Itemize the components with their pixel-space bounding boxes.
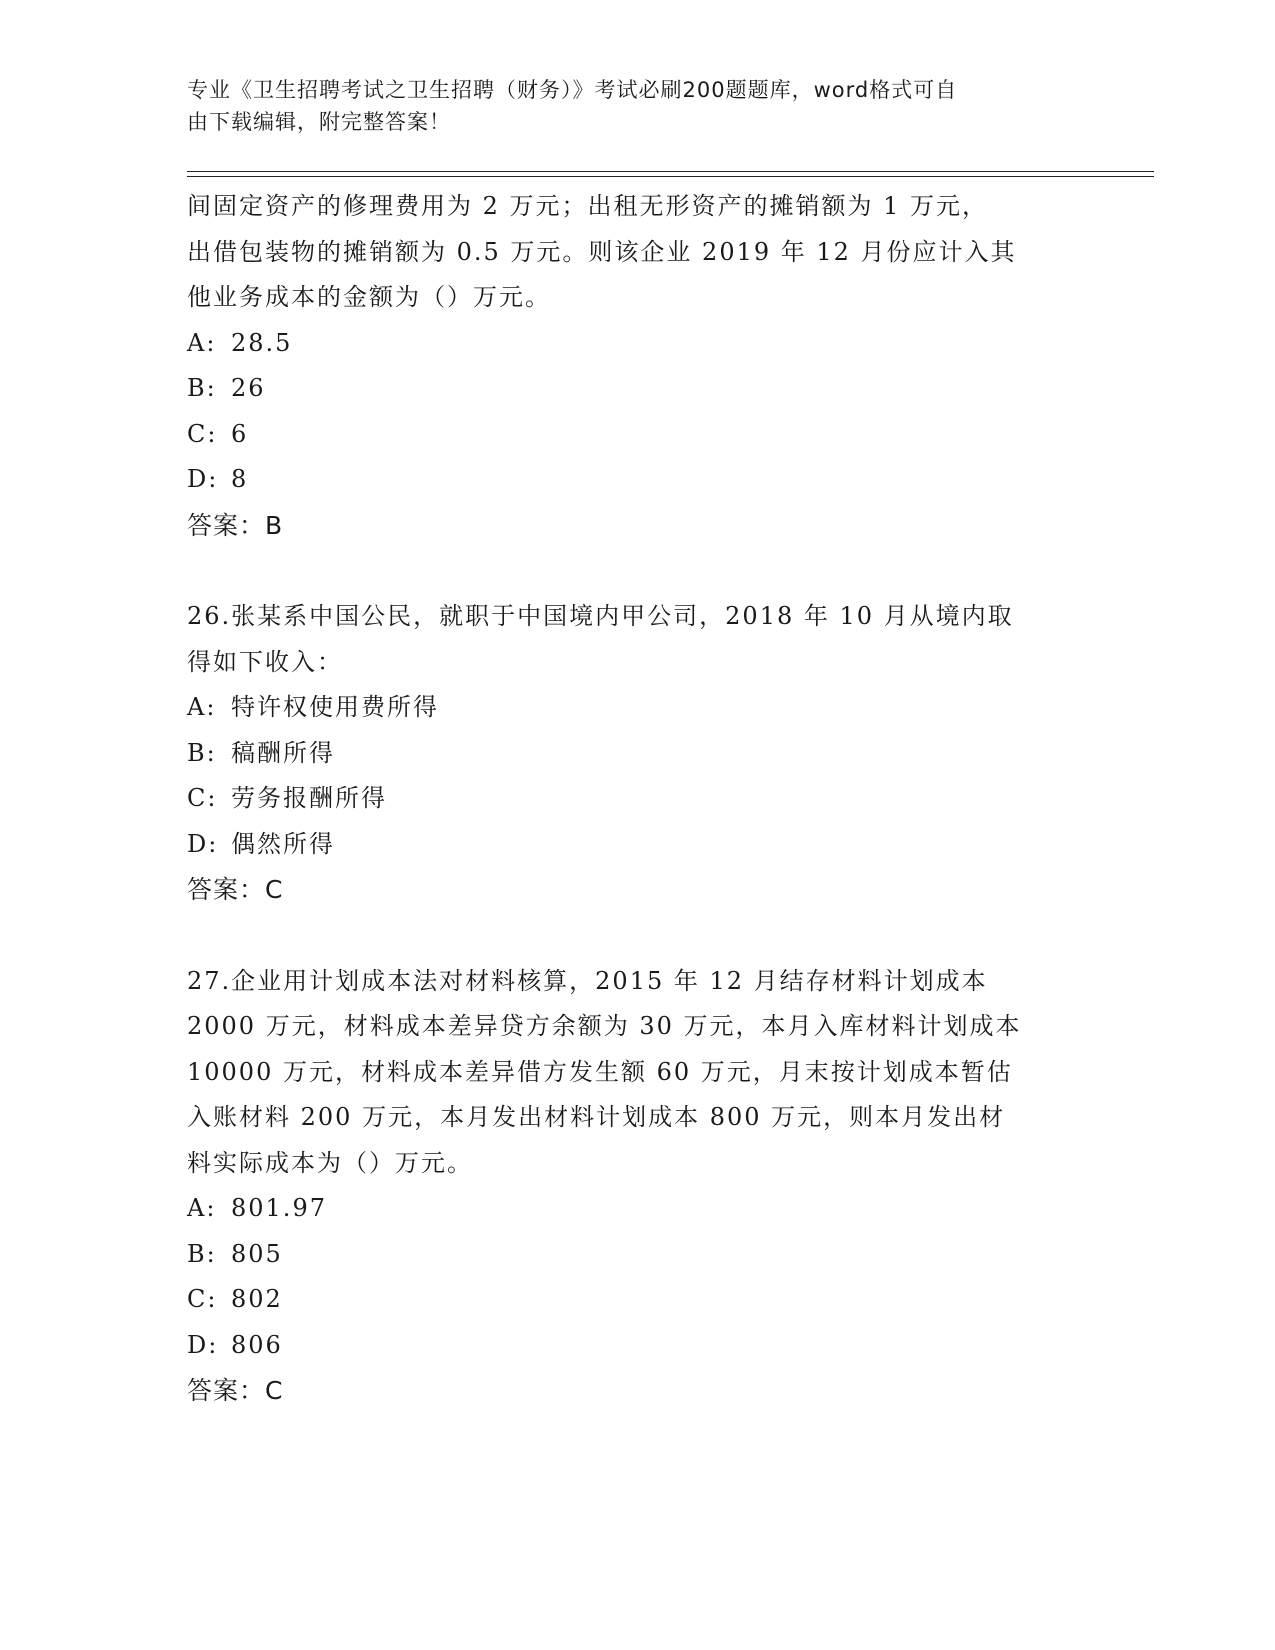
question-stem-line: 他业务成本的金额为（）万元。 xyxy=(187,283,551,311)
header-title-line-1: 专业《卫生招聘考试之卫生招聘（财务）》考试必刷200题题库，word格式可自 xyxy=(187,78,958,102)
header-title-line-2: 由下载编辑，附完整答案！ xyxy=(187,110,451,134)
option-text: 28.5 xyxy=(231,328,293,357)
option-text: 特许权使用费所得 xyxy=(231,693,439,721)
option-c xyxy=(187,1277,1087,1323)
option-text: 806 xyxy=(231,1330,283,1359)
option-letter: B: xyxy=(187,738,217,767)
option-text: 偶然所得 xyxy=(231,829,335,858)
option-text: 802 xyxy=(231,1285,283,1313)
option-letter: B: xyxy=(187,374,217,402)
option-a xyxy=(187,321,1087,367)
option-c xyxy=(187,412,1087,458)
question-stem-line: 间固定资产的修理费用为 2 万元；出租无形资产的摊销额为 1 万元， xyxy=(187,192,989,220)
option-text: 805 xyxy=(231,1239,283,1268)
option-letter: C: xyxy=(187,1285,218,1313)
option-letter: D: xyxy=(187,465,219,493)
question-stem-line: 料实际成本为（）万元。 xyxy=(187,1148,473,1177)
header-divider-bottom xyxy=(187,176,1154,177)
option-letter: C: xyxy=(187,784,218,812)
option-letter: C: xyxy=(187,419,218,448)
option-letter: D: xyxy=(187,829,219,858)
option-letter: D: xyxy=(187,1330,219,1359)
option-text: 6 xyxy=(231,419,249,448)
question-block xyxy=(187,594,1087,913)
option-text: 8 xyxy=(231,465,249,493)
option-letter: B: xyxy=(187,1239,217,1268)
option-d xyxy=(187,822,1087,868)
option-letter: A: xyxy=(187,328,217,357)
option-a xyxy=(187,685,1087,731)
question-block xyxy=(187,184,1087,548)
document-body xyxy=(187,184,1087,1414)
page-header xyxy=(187,74,1067,138)
question-stem-line: 10000 万元，材料成本差异借方发生额 60 万元，月末按计划成本暂估 xyxy=(187,1057,1013,1086)
answer-line: 答案：B xyxy=(187,510,284,540)
option-letter: A: xyxy=(187,693,217,721)
answer-line: 答案：C xyxy=(187,875,284,904)
option-letter: A: xyxy=(187,1194,217,1222)
option-text: 26 xyxy=(231,374,266,402)
option-text: 稿酬所得 xyxy=(231,738,335,767)
header-divider-top xyxy=(187,171,1154,172)
option-a xyxy=(187,1186,1087,1232)
option-d xyxy=(187,457,1087,503)
question-stem-line: 出借包装物的摊销额为 0.5 万元。则该企业 2019 年 12 月份应计入其 xyxy=(187,237,1017,266)
question-block xyxy=(187,959,1087,1414)
question-stem-line: 27.企业用计划成本法对材料核算，2015 年 12 月结存材料计划成本 xyxy=(187,966,988,995)
option-text: 801.97 xyxy=(231,1194,327,1222)
answer-line: 答案：C xyxy=(187,1376,284,1405)
option-d xyxy=(187,1323,1087,1369)
question-stem-line: 2000 万元，材料成本差异贷方余额为 30 万元，本月入库材料计划成本 xyxy=(187,1012,1022,1040)
option-b xyxy=(187,731,1087,777)
question-stem-line: 得如下收入： xyxy=(187,647,343,676)
question-stem-line: 入账材料 200 万元，本月发出材料计划成本 800 万元，则本月发出材 xyxy=(187,1103,1006,1131)
option-b xyxy=(187,1232,1087,1278)
option-c xyxy=(187,776,1087,822)
question-stem-line: 26.张某系中国公民，就职于中国境内甲公司，2018 年 10 月从境内取 xyxy=(187,602,1014,630)
option-b xyxy=(187,366,1087,412)
option-text: 劳务报酬所得 xyxy=(231,784,387,812)
